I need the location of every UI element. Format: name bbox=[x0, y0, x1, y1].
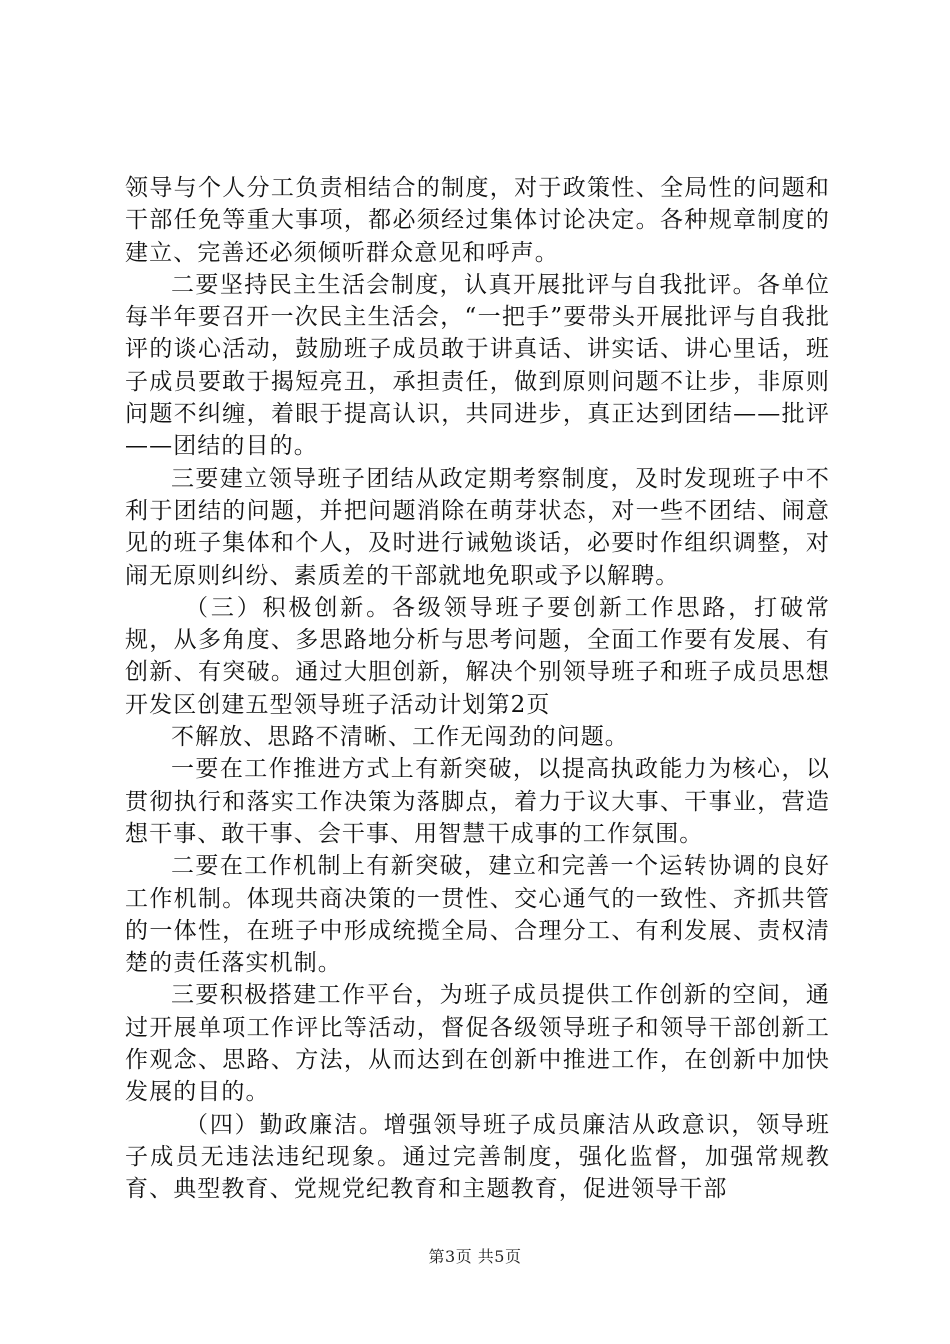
paragraph-8: 三要积极搭建工作平台，为班子成员提供工作创新的空间，通过开展单项工作评比等活动，督促各级领导班子和领导干部创新工作观念、思路、方法，从而达到在创新中推进工作，在创新中加快发展的目的。 bbox=[125, 982, 830, 1106]
paragraph-9: （四）勤政廉洁。增强领导班子成员廉洁从政意识，领导班子成员无违法违纪现象。通过完善制度，强化监督，加强常规教育、典型教育、党规党纪教育和主题教育，促进领导干部 bbox=[125, 1111, 830, 1203]
paragraph-2: 二要坚持民主生活会制度，认真开展批评与自我批评。各单位每半年要召开一次民主生活会，“一把手”要带头开展批评与自我批评的谈心活动，鼓励班子成员敢于讲真话、讲实话、讲心里话，班子成员要敢于揭短亮丑，承担责任，做到原则问题不让步，非原则问题不纠缠，着眼于提高认识，共同进步，真正达到团结——批评——团结的目的。 bbox=[125, 271, 830, 460]
paragraph-1: 领导与个人分工负责相结合的制度，对于政策性、全局性的问题和干部任免等重大事项，都必须经过集体讨论决定。各种规章制度的建立、完善还必须倾听群众意见和呼声。 bbox=[125, 175, 830, 266]
paragraph-4: （三）积极创新。各级领导班子要创新工作思路，打破常规，从多角度、多思路地分析与思考问题，全面工作要有发展、有创新、有突破。通过大胆创新，解决个别领导班子和班子成员思想开发区创建五型领导班子活动计划第2页 bbox=[125, 594, 830, 718]
document-body bbox=[125, 172, 830, 1206]
paragraph-5: 不解放、思路不清晰、工作无闯劲的问题。 bbox=[171, 724, 629, 751]
page-footer: 第3页 共5页 bbox=[428, 1247, 522, 1266]
paragraph-6: 一要在工作推进方式上有新突破，以提高执政能力为核心，以贯彻执行和落实工作决策为落脚点，着力于议大事、干事业，营造想干事、敢干事、会干事、用智慧干成事的工作氛围。 bbox=[125, 756, 830, 847]
paragraph-3: 三要建立领导班子团结从政定期考察制度，及时发现班子中不利于团结的问题，并把问题消除在萌芽状态，对一些不团结、闹意见的班子集体和个人，及时进行诫勉谈话，必要时作组织调整，对闹无原则纠纷、素质差的干部就地免职或予以解聘。 bbox=[125, 465, 830, 589]
paragraph-7: 二要在工作机制上有新突破，建立和完善一个运转协调的良好工作机制。体现共商决策的一贯性、交心通气的一致性、齐抓共管的一体性，在班子中形成统揽全局、合理分工、有利发展、责权清楚的责任落实机制。 bbox=[125, 853, 830, 977]
